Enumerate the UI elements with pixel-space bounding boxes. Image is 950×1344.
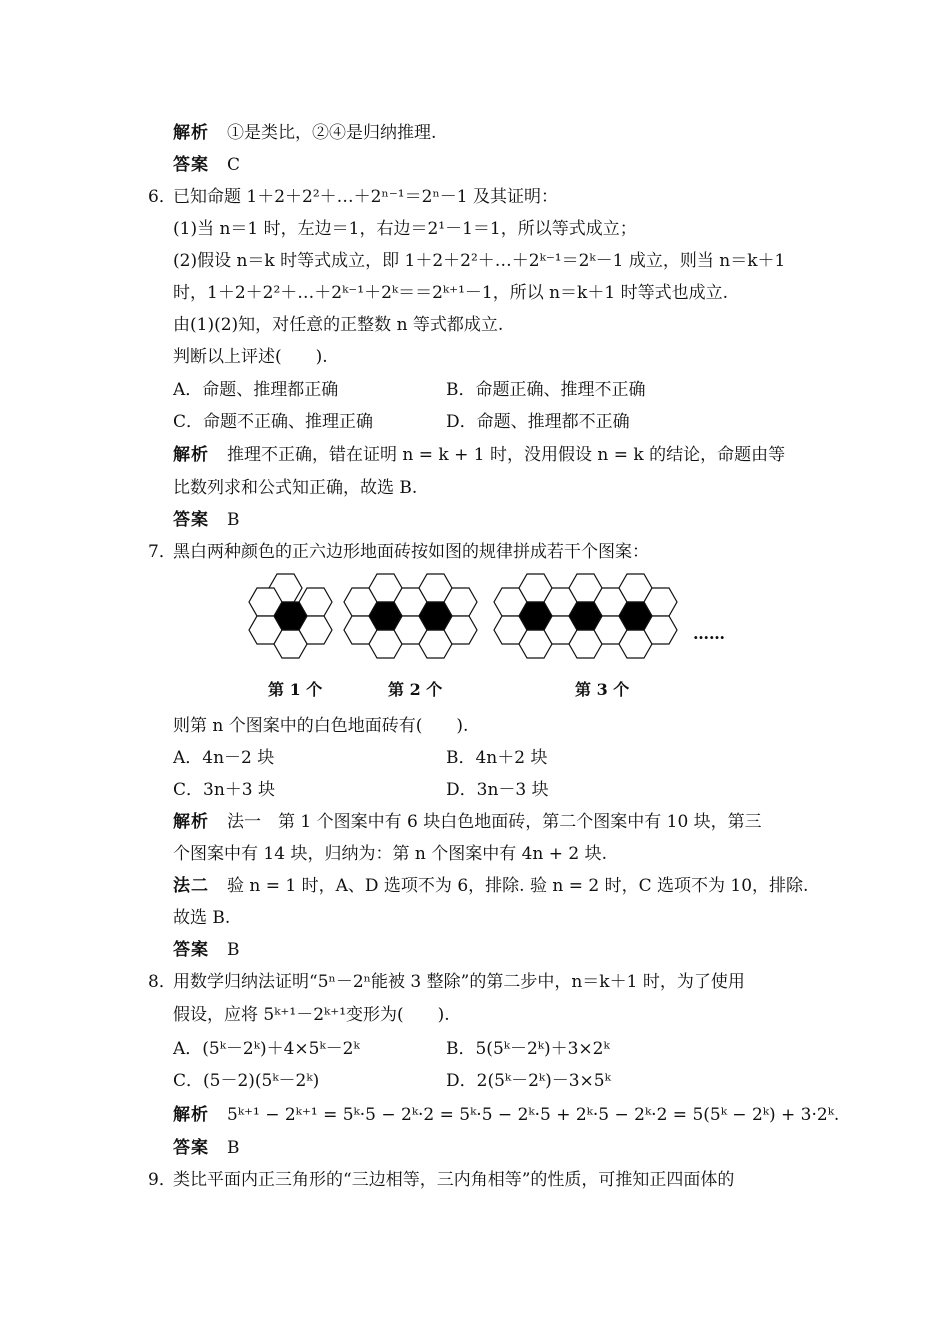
- option-8b: B．5(5ᵏ－2ᵏ)＋3×2ᵏ: [446, 1039, 610, 1059]
- question-6-line-4: 由(1)(2)知，对任意的正整数 n 等式都成立.: [173, 315, 504, 335]
- question-6-stem: 已知命题 1＋2＋2²＋…＋2ⁿ⁻¹＝2ⁿ－1 及其证明：: [173, 187, 559, 207]
- hexagon-black: [569, 602, 602, 630]
- label-jiexi: 解析: [173, 445, 209, 465]
- option-6b: B．命题正确、推理不正确: [446, 380, 646, 400]
- dots-label: ……: [693, 624, 725, 643]
- label-jiexi: 解析: [173, 123, 209, 143]
- option-7c: C．3n＋3 块: [173, 780, 275, 800]
- text: ①是类比，②④是归纳推理.: [227, 123, 437, 143]
- jiexi-6-line-1: [173, 443, 785, 467]
- hexagon-tile-figure: [245, 572, 745, 699]
- jiexi-8: [173, 1103, 839, 1127]
- caption-pattern-2: 第 2 个: [388, 680, 443, 699]
- text: 5ᵏ⁺¹ − 2ᵏ⁺¹ = 5ᵏ·5 − 2ᵏ·2 = 5ᵏ·5 − 2ᵏ·5 + 2ᵏ·5 − 2ᵏ·2 = 5(5ᵏ − 2ᵏ) + 3·2ᵏ.: [227, 1105, 840, 1125]
- question-6-line-2: (2)假设 n＝k 时等式成立，即 1＋2＋2²＋…＋2ᵏ⁻¹＝2ᵏ－1 成立，则当 n＝k＋1: [173, 251, 786, 271]
- line-answer-5: [173, 153, 240, 177]
- hexagon-black: [419, 602, 452, 630]
- label-jiexi: 解析: [173, 1105, 209, 1125]
- option-6d: D．命题、推理都不正确: [446, 412, 630, 432]
- text: 验 n = 1 时，A、D 选项不为 6，排除. 验 n = 2 时，C 选项不为 10，排除.: [227, 876, 809, 896]
- hexagon-white: [274, 630, 307, 658]
- answer-value: C: [227, 155, 241, 175]
- option-7d: D．3n－3 块: [446, 780, 549, 800]
- question-8-number: 8．: [148, 972, 176, 992]
- label-method-2: 法二: [173, 876, 209, 896]
- question-8-stem: 用数学归纳法证明“5ⁿ－2ⁿ能被 3 整除”的第二步中，n＝k＋1 时，为了使用: [173, 972, 745, 992]
- text: 法一 第 1 个图案中有 6 块白色地面砖，第二个图案中有 10 块，第三: [227, 812, 762, 832]
- label-answer: 答案: [173, 510, 209, 530]
- hexagon-black: [369, 602, 402, 630]
- label-answer: 答案: [173, 940, 209, 960]
- option-7b: B．4n＋2 块: [446, 748, 548, 768]
- caption-pattern-1: 第 1 个: [268, 680, 323, 699]
- question-6-line-1: (1)当 n＝1 时，左边＝1，右边＝2¹－1＝1，所以等式成立；: [173, 219, 637, 239]
- label-answer: 答案: [173, 1138, 209, 1158]
- question-8-line-1: 假设，应将 5ᵏ⁺¹－2ᵏ⁺¹变形为( ).: [173, 1005, 450, 1025]
- answer-value: B: [227, 510, 240, 530]
- question-9-number: 9．: [148, 1170, 176, 1190]
- answer-6: [173, 508, 240, 532]
- jiexi-7-line-2: 个图案中有 14 块，归纳为：第 n 个图案中有 4n + 2 块.: [173, 844, 608, 864]
- line-jiexi-5: [173, 121, 436, 145]
- jiexi-7-line-1: [173, 810, 762, 834]
- option-6c: C．命题不正确、推理正确: [173, 412, 374, 432]
- hexagon-patterns: [245, 572, 745, 672]
- question-6-line-3: 时，1＋2＋2²＋…＋2ᵏ⁻¹＋2ᵏ＝＝2ᵏ⁺¹－1，所以 n＝k＋1 时等式也成立.: [173, 283, 728, 303]
- hexagon-black: [619, 602, 652, 630]
- question-7-stem: 黑白两种颜色的正六边形地面砖按如图的规律拼成若干个图案：: [173, 542, 649, 562]
- answer-value: B: [227, 940, 240, 960]
- option-7a: A．4n－2 块: [173, 748, 275, 768]
- caption-pattern-3: 第 3 个: [575, 680, 630, 699]
- option-8d: D．2(5ᵏ－2ᵏ)－3×5ᵏ: [446, 1071, 611, 1091]
- option-6a: A．命题、推理都正确: [173, 380, 339, 400]
- question-6-number: 6．: [148, 187, 176, 207]
- jiexi-7-line-4: 故选 B.: [173, 908, 231, 928]
- hexagon-black: [519, 602, 552, 630]
- option-8c: C．(5－2)(5ᵏ－2ᵏ): [173, 1071, 320, 1091]
- hexagon-black: [274, 602, 307, 630]
- question-9-stem: 类比平面内正三角形的“三边相等，三内角相等”的性质，可推知正四面体的: [173, 1170, 735, 1190]
- question-6-line-5: 判断以上评述( ).: [173, 347, 328, 367]
- text: 推理不正确，错在证明 n = k + 1 时，没用假设 n = k 的结论，命题由等: [227, 445, 786, 465]
- answer-value: B: [227, 1138, 240, 1158]
- label-answer: 答案: [173, 155, 209, 175]
- question-7-line-1: 则第 n 个图案中的白色地面砖有( ).: [173, 716, 469, 736]
- option-8a: A．(5ᵏ－2ᵏ)＋4×5ᵏ－2ᵏ: [173, 1039, 360, 1059]
- label-jiexi: 解析: [173, 812, 209, 832]
- jiexi-6-line-2: 比数列求和公式知正确，故选 B.: [173, 478, 418, 498]
- answer-7: [173, 938, 240, 962]
- question-7-number: 7．: [148, 542, 176, 562]
- jiexi-7-method-2: [173, 874, 808, 898]
- answer-8: [173, 1136, 240, 1160]
